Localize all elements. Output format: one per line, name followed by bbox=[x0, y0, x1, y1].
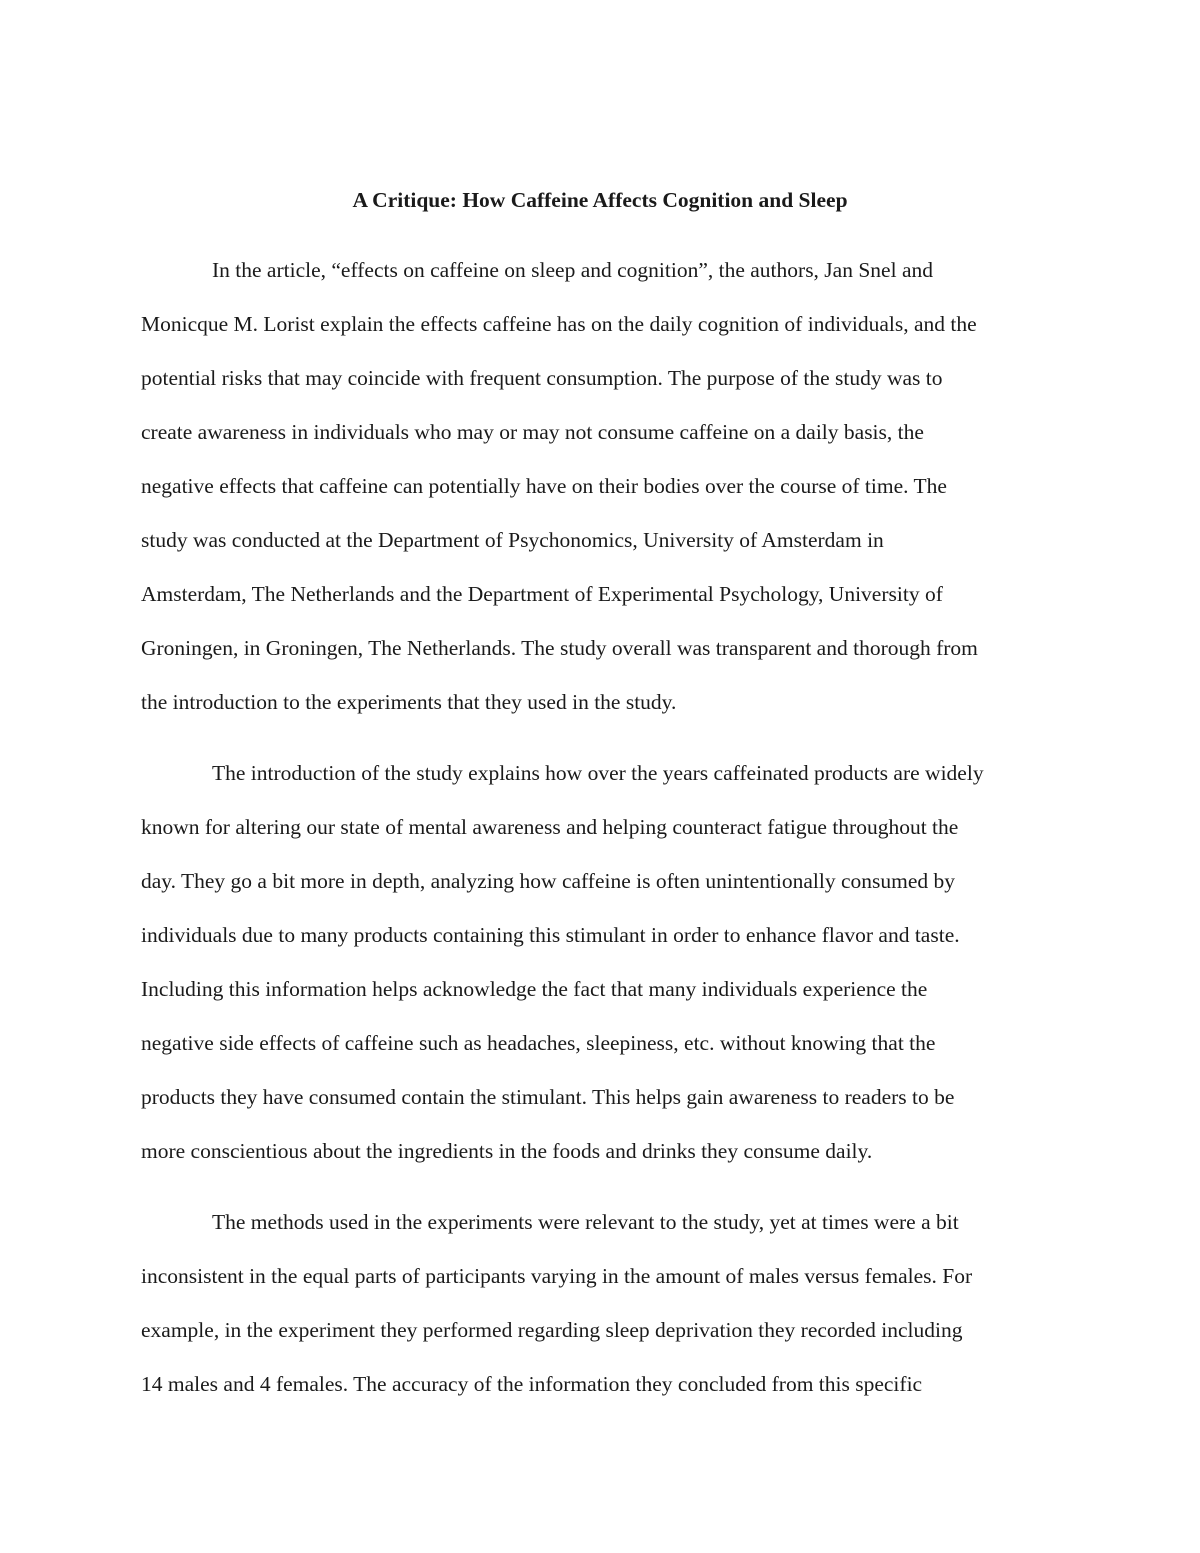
paragraph-line: create awareness in individuals who may or may not consume caffeine on a daily basis, the bbox=[141, 420, 924, 444]
paragraph-line: In the article, “effects on caffeine on sleep and cognition”, the authors, Jan Snel and bbox=[212, 258, 933, 282]
paragraph-line: known for altering our state of mental awareness and helping counteract fatigue throughout the bbox=[141, 815, 959, 839]
paragraph-line: study was conducted at the Department of Psychonomics, University of Amsterdam in bbox=[141, 528, 884, 552]
paragraph-line: The methods used in the experiments were relevant to the study, yet at times were a bit bbox=[212, 1210, 959, 1234]
paragraph-line: Including this information helps acknowledge the fact that many individuals experience the bbox=[141, 977, 928, 1001]
paragraph-line: more conscientious about the ingredients in the foods and drinks they consume daily. bbox=[141, 1139, 873, 1163]
paragraph-line: example, in the experiment they performed regarding sleep deprivation they recorded including bbox=[141, 1318, 963, 1342]
paragraph-line: potential risks that may coincide with frequent consumption. The purpose of the study was to bbox=[141, 366, 943, 390]
paragraph-line: inconsistent in the equal parts of participants varying in the amount of males versus females. For bbox=[141, 1264, 973, 1288]
paragraph-line: products they have consumed contain the stimulant. This helps gain awareness to readers to be bbox=[141, 1085, 955, 1109]
paragraph-line: The introduction of the study explains how over the years caffeinated products are widely bbox=[212, 761, 984, 785]
paragraph-line: Amsterdam, The Netherlands and the Department of Experimental Psychology, University of bbox=[141, 582, 943, 606]
paragraph-line: Groningen, in Groningen, The Netherlands. The study overall was transparent and thorough from bbox=[141, 636, 978, 660]
paragraph-line: negative effects that caffeine can potentially have on their bodies over the course of time. The bbox=[141, 474, 947, 498]
document-title: A Critique: How Caffeine Affects Cognition and Sleep bbox=[352, 188, 848, 212]
paragraph-line: the introduction to the experiments that they used in the study. bbox=[141, 690, 677, 714]
paragraph-line: negative side effects of caffeine such as headaches, sleepiness, etc. without knowing that the bbox=[141, 1031, 936, 1055]
paragraph-line: Monicque M. Lorist explain the effects caffeine has on the daily cognition of individuals, and the bbox=[141, 312, 977, 336]
paragraph-line: 14 males and 4 females. The accuracy of the information they concluded from this specific bbox=[141, 1372, 923, 1396]
paragraph-line: individuals due to many products containing this stimulant in order to enhance flavor and taste. bbox=[141, 923, 960, 947]
paragraph-line: day. They go a bit more in depth, analyzing how caffeine is often unintentionally consumed by bbox=[141, 869, 956, 893]
